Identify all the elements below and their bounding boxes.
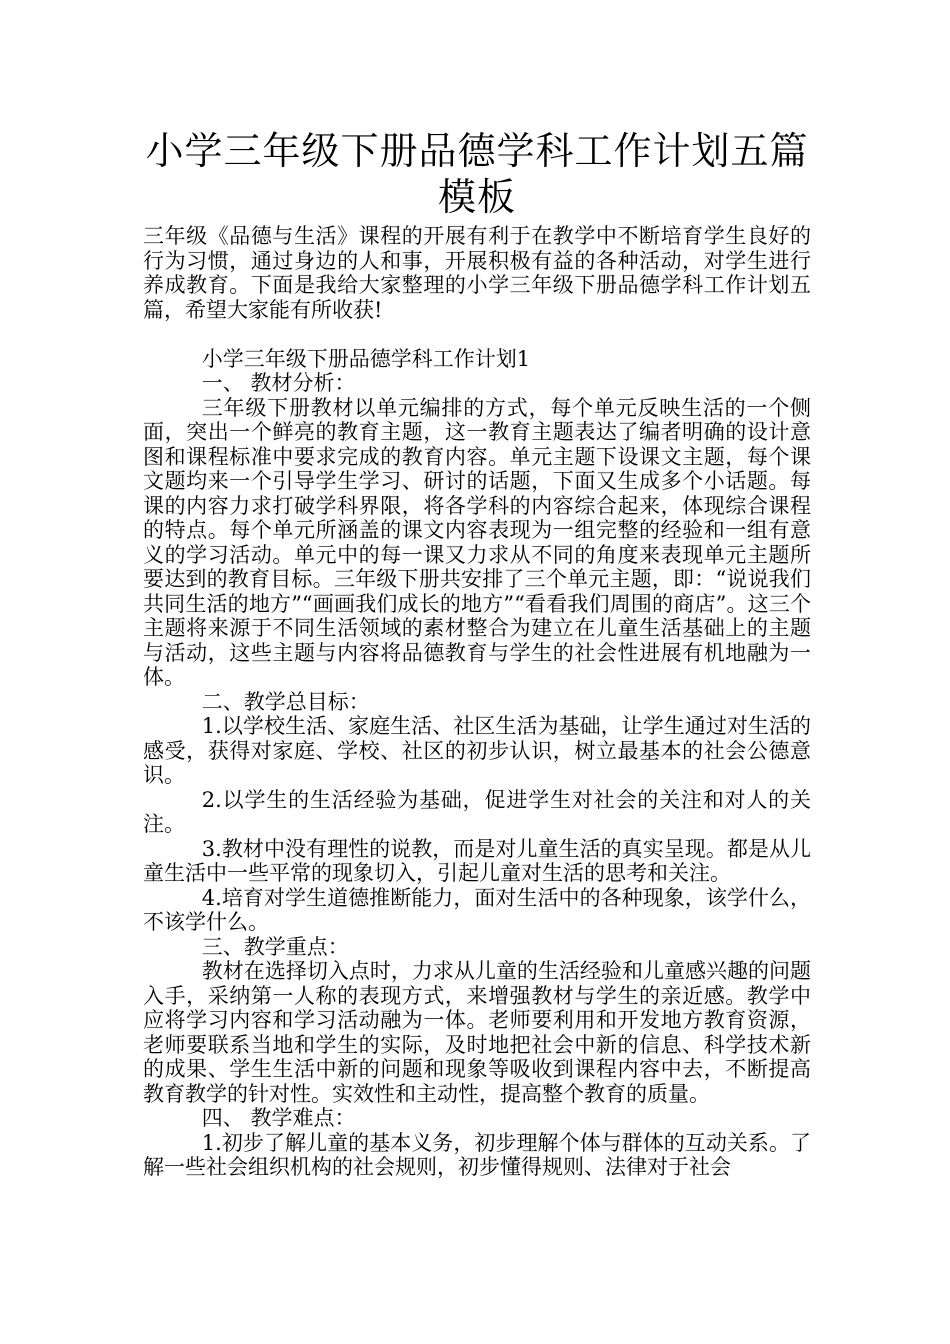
paragraph-teaching-focus: 教材在选择切入点时，力求从儿童的生活经验和儿童感兴趣的问题入手，采纳第一人称的表现方式，来增强教材与学生的亲近感。教学中应将学习内容和学习活动融为一体。老师要利用和开发地方教育资源，老师要联系当地和学生的实际，及时地把社会中新的信息、科学技术新的成果、学生生活中新的问题和现象等吸收到课程内容中去，不断提高教育教学的针对性。实效性和主动性，提高整个教育的质量。	[143, 959, 811, 1106]
goal-item-3: 3.教材中没有理性的说教，而是对儿童生活的真实呈现。都是从儿童生活中一些平常的现象切入，引起儿童对生活的思考和关注。	[143, 836, 811, 885]
intro-paragraph: 三年级《品德与生活》课程的开展有利于在教学中不断培育学生良好的行为习惯，通过身边的人和事，开展积极有益的各种活动，对学生进行养成教育。下面是我给大家整理的小学三年级下册品德学科工作计划五篇，希望大家能有所收获!	[143, 224, 811, 322]
goal-item-1: 1.以学校生活、家庭生活、社区生活为基础，让学生通过对生活的感受，获得对家庭、学校、社区的初步认识，树立最基本的社会公德意识。	[143, 714, 811, 787]
heading-teaching-focus: 三、教学重点：	[201, 934, 349, 959]
blank-line	[143, 322, 811, 347]
goal-item-2: 2.以学生的生活经验为基础，促进学生对社会的关注和对人的关注。	[143, 787, 811, 836]
difficulty-item-1: 1.初步了解儿童的基本义务，初步理解个体与群体的互动关系。了解一些社会组织机构的社会规则，初步懂得规则、法律对于社会	[143, 1130, 811, 1179]
paragraph-textbook-analysis: 三年级下册教材以单元编排的方式，每个单元反映生活的一个侧面，突出一个鲜亮的教育主题，这一教育主题表达了编者明确的设计意图和课程标准中要求完成的教育内容。单元主题下设课文主题，每个课文题均来一个引导学生学习、研讨的话题，下面又生成多个小话题。每课的内容力求打破学科界限，将各学科的内容综合起来，体现综合课程的特点。每个单元所涵盖的课文内容表现为一组完整的经验和一组有意义的学习活动。单元中的每一课又力求从不同的角度来表现单元主题所要达到的教育目标。三年级下册共安排了三个单元主题，即：“说说我们共同生活的地方”“画画我们成长的地方”“看看我们周围的商店”。这三个主题将来源于不同生活领域的素材整合为建立在儿童生活基础上的主题与活动，这些主题与内容将品德教育与学生的社会性进展有机地融为一体。	[143, 395, 811, 689]
heading-teaching-goals: 二、教学总目标：	[201, 689, 370, 714]
section-title: 小学三年级下册品德学科工作计划1	[201, 346, 531, 371]
heading-textbook-analysis: 一、 教材分析：	[201, 371, 356, 395]
goal-item-4: 4.培育对学生道德推断能力，面对生活中的各种现象，该学什么，不该学什么。	[143, 885, 811, 934]
heading-teaching-difficulty: 四、 教学难点：	[201, 1106, 356, 1130]
document-page	[143, 128, 811, 1180]
document-title: 小学三年级下册品德学科工作计划五篇模板	[145, 129, 809, 219]
